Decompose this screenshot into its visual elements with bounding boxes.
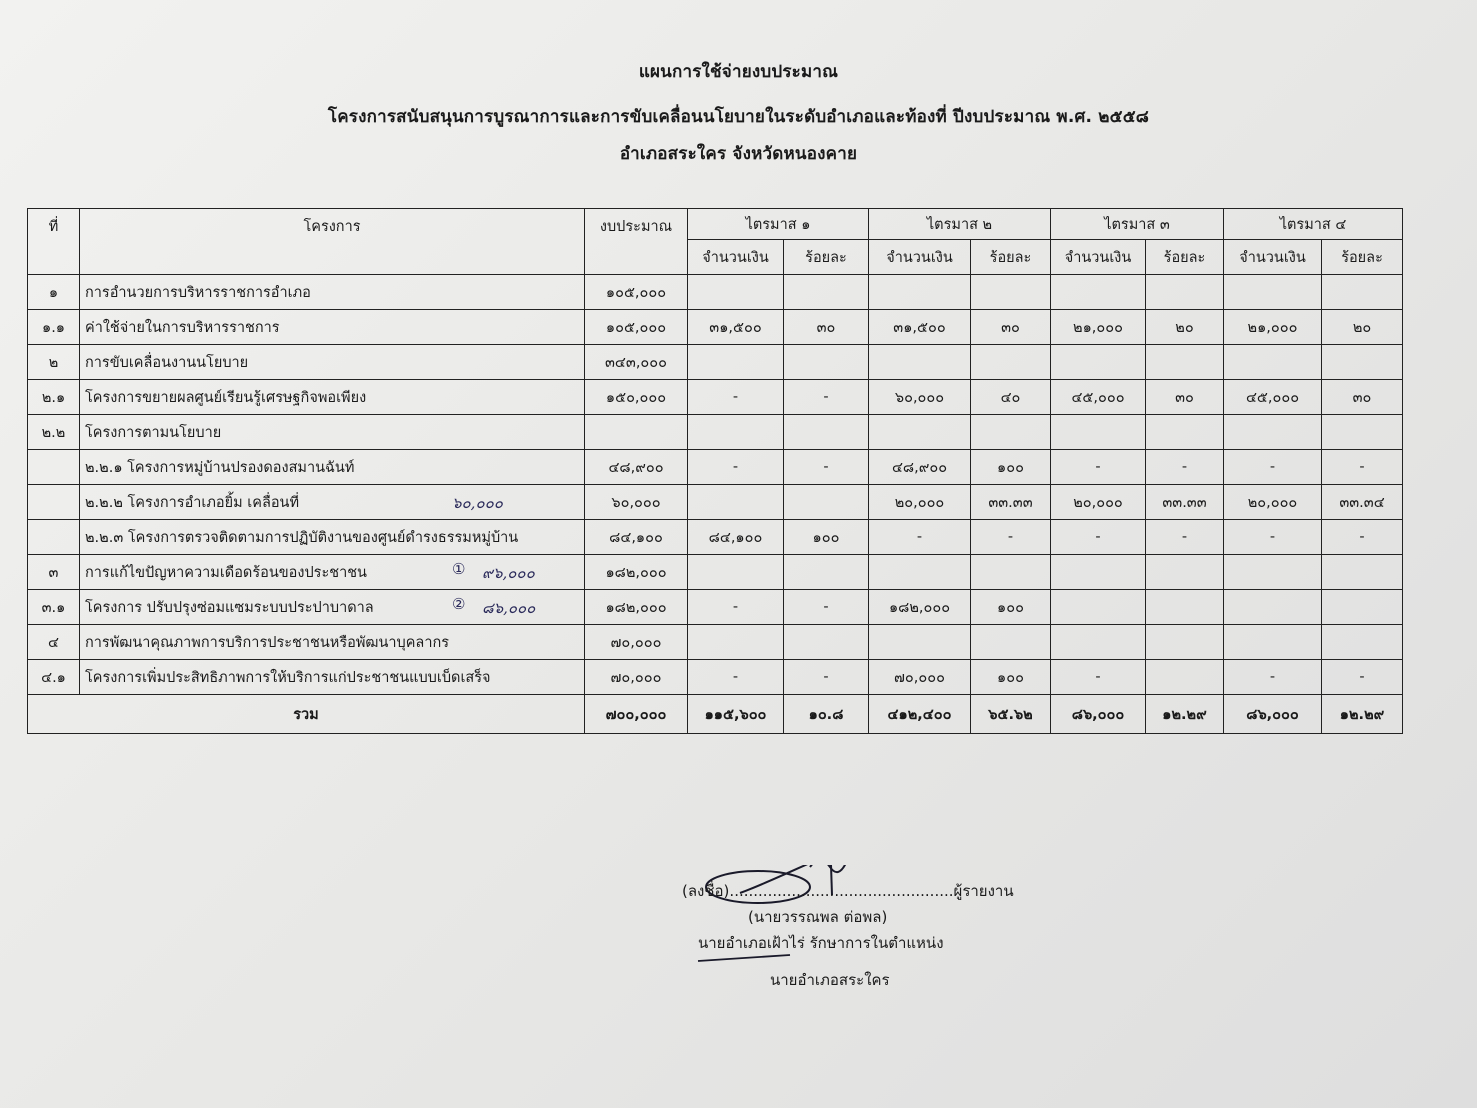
row-no [28, 520, 80, 555]
header-q1-amount: จำนวนเงิน [688, 240, 784, 275]
row-q2-amount: ๓๑,๕๐๐ [869, 310, 971, 345]
row-q2-amount: ๑๘๒,๐๐๐ [869, 590, 971, 625]
row-no: ๒.๑ [28, 380, 80, 415]
header-q1-percent: ร้อยละ [784, 240, 869, 275]
row-budget: ๔๘,๙๐๐ [585, 450, 688, 485]
row-q2-percent: - [971, 520, 1051, 555]
row-q1-amount: - [688, 380, 784, 415]
row-q2-amount: ๗๐,๐๐๐ [869, 660, 971, 695]
total-label: รวม [28, 695, 585, 734]
row-q4-percent [1322, 415, 1403, 450]
row-q4-percent: ๒๐ [1322, 310, 1403, 345]
row-q1-percent [784, 555, 869, 590]
row-q2-percent [971, 555, 1051, 590]
row-q2-percent: ๓๐ [971, 310, 1051, 345]
table-row [28, 590, 1403, 625]
row-q2-amount [869, 555, 971, 590]
row-q1-amount: ๓๑,๕๐๐ [688, 310, 784, 345]
row-project: การอำนวยการบริหารราชการอำเภอ [80, 275, 585, 310]
row-q1-percent: ๓๐ [784, 310, 869, 345]
row-budget: ๑๐๕,๐๐๐ [585, 275, 688, 310]
row-q3-amount: - [1051, 520, 1146, 555]
handwritten-note: ๘๖,๐๐๐ [482, 599, 536, 617]
row-q3-amount [1051, 345, 1146, 380]
row-project [80, 485, 585, 520]
row-q2-percent [971, 415, 1051, 450]
row-no: ๓.๑ [28, 590, 80, 625]
row-budget: ๖๐,๐๐๐ [585, 485, 688, 520]
header-q3-amount: จำนวนเงิน [1051, 240, 1146, 275]
row-q2-amount: ๖๐,๐๐๐ [869, 380, 971, 415]
row-q2-percent: ๑๐๐ [971, 660, 1051, 695]
row-budget: ๓๔๓,๐๐๐ [585, 345, 688, 380]
row-no: ๓ [28, 555, 80, 590]
total-q2-amount: ๔๑๒,๔๐๐ [869, 695, 971, 734]
row-q1-percent: ๑๐๐ [784, 520, 869, 555]
row-q1-percent [784, 345, 869, 380]
row-q1-percent: - [784, 380, 869, 415]
table-row [28, 450, 1403, 485]
row-q2-amount: ๔๘,๙๐๐ [869, 450, 971, 485]
row-q2-percent: ๓๓.๓๓ [971, 485, 1051, 520]
row-q4-percent: - [1322, 520, 1403, 555]
row-q1-amount [688, 485, 784, 520]
budget-plan-table [27, 208, 1403, 734]
total-budget: ๗๐๐,๐๐๐ [585, 695, 688, 734]
document-title: แผนการใช้จ่ายงบประมาณ [638, 62, 839, 82]
total-row [28, 695, 1403, 734]
row-q1-percent: - [784, 450, 869, 485]
row-q3-amount: - [1051, 660, 1146, 695]
row-q4-amount [1224, 555, 1322, 590]
row-q4-amount [1224, 275, 1322, 310]
row-project: โครงการตามนโยบาย [80, 415, 585, 450]
table-row [28, 485, 1403, 520]
row-budget: ๑๘๒,๐๐๐ [585, 590, 688, 625]
row-q4-percent: - [1322, 660, 1403, 695]
header-q3-percent: ร้อยละ [1146, 240, 1224, 275]
table-row [28, 660, 1403, 695]
row-q3-amount: - [1051, 450, 1146, 485]
row-q3-amount [1051, 555, 1146, 590]
row-q3-percent: ๓๐ [1146, 380, 1224, 415]
row-q2-percent: ๑๐๐ [971, 590, 1051, 625]
table-row [28, 415, 1403, 450]
row-q3-percent [1146, 555, 1224, 590]
row-q4-amount [1224, 625, 1322, 660]
row-project-label: ๒.๒.๒ โครงการอำเภอยิ้ม เคลื่อนที่ [85, 494, 300, 511]
row-q3-percent [1146, 625, 1224, 660]
row-budget [585, 415, 688, 450]
row-q2-amount [869, 275, 971, 310]
sign-line [682, 879, 1014, 903]
row-q1-percent [784, 415, 869, 450]
row-q4-percent: ๓๓.๓๔ [1322, 485, 1403, 520]
row-q1-amount: - [688, 590, 784, 625]
row-q3-percent [1146, 345, 1224, 380]
project-title: โครงการสนับสนุนการบูรณาการและการขับเคลื่อนนโยบายในระดับอำเภอและท้องที่ ปีงบประมาณ พ.ศ. ๒๕๕๘ [327, 107, 1150, 127]
row-q1-amount: ๘๔,๑๐๐ [688, 520, 784, 555]
handwritten-circle-number: ② [452, 595, 466, 613]
row-q3-percent: ๓๓.๓๓ [1146, 485, 1224, 520]
header-q2-amount: จำนวนเงิน [869, 240, 971, 275]
row-project-label: การแก้ไขปัญหาความเดือดร้อนของประชาชน [85, 564, 367, 581]
row-no [28, 450, 80, 485]
row-project: ๒.๒.๑ โครงการหมู่บ้านปรองดองสมานฉันท์ [80, 450, 585, 485]
handwritten-note: ๖๐,๐๐๐ [452, 494, 503, 512]
row-q4-amount: - [1224, 520, 1322, 555]
row-no: ๔ [28, 625, 80, 660]
total-q1-amount: ๑๑๕,๖๐๐ [688, 695, 784, 734]
handwritten-circle-number: ① [452, 560, 466, 578]
header-quarter-4: ไตรมาส ๔ [1224, 209, 1403, 240]
header-q4-amount: จำนวนเงิน [1224, 240, 1322, 275]
row-project: โครงการขยายผลศูนย์เรียนรู้เศรษฐกิจพอเพียง [80, 380, 585, 415]
row-q3-percent [1146, 275, 1224, 310]
row-project: ค่าใช้จ่ายในการบริหารราชการ [80, 310, 585, 345]
row-q4-amount [1224, 590, 1322, 625]
row-q4-percent [1322, 625, 1403, 660]
row-q4-amount [1224, 415, 1322, 450]
row-project [80, 555, 585, 590]
row-project: ๒.๒.๓ โครงการตรวจติดตามการปฏิบัติงานของศูนย์ดำรงธรรมหมู่บ้าน [80, 520, 585, 555]
row-project [80, 590, 585, 625]
row-no [28, 485, 80, 520]
row-budget: ๗๐,๐๐๐ [585, 625, 688, 660]
row-project: การขับเคลื่อนงานนโยบาย [80, 345, 585, 380]
row-budget: ๘๔,๑๐๐ [585, 520, 688, 555]
total-q3-amount: ๘๖,๐๐๐ [1051, 695, 1146, 734]
row-no: ๒ [28, 345, 80, 380]
row-q3-percent [1146, 590, 1224, 625]
header-q2-percent: ร้อยละ [971, 240, 1051, 275]
header-quarter-3: ไตรมาส ๓ [1051, 209, 1224, 240]
row-q3-amount: ๔๕,๐๐๐ [1051, 380, 1146, 415]
row-q1-amount: - [688, 450, 784, 485]
row-q4-percent [1322, 345, 1403, 380]
row-no: ๑.๑ [28, 310, 80, 345]
row-project-label: โครงการ ปรับปรุงซ่อมแซมระบบประปาบาดาล [85, 599, 374, 616]
table-row [28, 555, 1403, 590]
row-q1-amount [688, 415, 784, 450]
header-project: โครงการ [80, 209, 585, 275]
total-q1-percent: ๑๐.๘ [784, 695, 869, 734]
row-q1-percent [784, 625, 869, 660]
row-q2-amount: ๒๐,๐๐๐ [869, 485, 971, 520]
row-q4-percent [1322, 590, 1403, 625]
row-q4-percent: - [1322, 450, 1403, 485]
row-budget: ๗๐,๐๐๐ [585, 660, 688, 695]
row-q4-amount: ๔๕,๐๐๐ [1224, 380, 1322, 415]
district-title: อำเภอสระใคร จังหวัดหนองคาย [619, 144, 858, 164]
row-q4-amount: - [1224, 660, 1322, 695]
table-row [28, 345, 1403, 380]
row-no: ๑ [28, 275, 80, 310]
row-q3-amount [1051, 415, 1146, 450]
header-no: ที่ [28, 209, 80, 275]
row-q1-amount [688, 625, 784, 660]
header-q4-percent: ร้อยละ [1322, 240, 1403, 275]
row-q4-amount: - [1224, 450, 1322, 485]
row-q2-amount [869, 625, 971, 660]
row-q4-amount: ๒๑,๐๐๐ [1224, 310, 1322, 345]
row-q3-amount [1051, 590, 1146, 625]
total-q4-amount: ๘๖,๐๐๐ [1224, 695, 1322, 734]
row-budget: ๑๐๕,๐๐๐ [585, 310, 688, 345]
row-q1-percent [784, 275, 869, 310]
row-q1-amount [688, 555, 784, 590]
sign-dots: ............................................... [729, 882, 954, 900]
signer-name: (นายวรรณพล ต่อพล) [748, 908, 888, 926]
row-q2-percent: ๑๐๐ [971, 450, 1051, 485]
row-q3-amount [1051, 625, 1146, 660]
row-q3-amount [1051, 275, 1146, 310]
table-row [28, 310, 1403, 345]
row-q1-amount: - [688, 660, 784, 695]
row-q4-amount [1224, 345, 1322, 380]
row-q4-percent: ๓๐ [1322, 380, 1403, 415]
row-q3-percent [1146, 660, 1224, 695]
row-q4-percent [1322, 275, 1403, 310]
row-q1-amount [688, 275, 784, 310]
header-quarter-1: ไตรมาส ๑ [688, 209, 869, 240]
header-quarter-2: ไตรมาส ๒ [869, 209, 1051, 240]
total-q4-percent: ๑๒.๒๙ [1322, 695, 1403, 734]
table-row [28, 275, 1403, 310]
row-q3-percent: ๒๐ [1146, 310, 1224, 345]
row-q1-percent [784, 485, 869, 520]
row-q1-percent: - [784, 660, 869, 695]
row-q2-amount [869, 345, 971, 380]
row-q3-amount: ๒๑,๐๐๐ [1051, 310, 1146, 345]
sign-prefix: (ลงชื่อ) [682, 882, 730, 900]
row-no: ๒.๒ [28, 415, 80, 450]
table-row [28, 520, 1403, 555]
header-budget: งบประมาณ [585, 209, 688, 275]
table-row [28, 625, 1403, 660]
signer-position: นายอำเภอเฝ้าไร่ รักษาการในตำแหน่ง [698, 934, 944, 952]
row-q3-percent: - [1146, 450, 1224, 485]
row-q2-amount [869, 415, 971, 450]
row-q3-percent: - [1146, 520, 1224, 555]
row-q4-amount: ๒๐,๐๐๐ [1224, 485, 1322, 520]
row-q1-amount [688, 345, 784, 380]
row-project: โครงการเพิ่มประสิทธิภาพการให้บริการแก่ประชาชนแบบเบ็ดเสร็จ [80, 660, 585, 695]
row-project: การพัฒนาคุณภาพการบริการประชาชนหรือพัฒนาบุคลากร [80, 625, 585, 660]
total-q2-percent: ๖๕.๖๒ [971, 695, 1051, 734]
row-q3-amount: ๒๐,๐๐๐ [1051, 485, 1146, 520]
handwritten-note: ๙๖,๐๐๐ [482, 564, 535, 582]
total-q3-percent: ๑๒.๒๙ [1146, 695, 1224, 734]
sign-role: ผู้รายงาน [953, 882, 1014, 900]
row-q2-percent [971, 275, 1051, 310]
row-q4-percent [1322, 555, 1403, 590]
row-q2-percent [971, 345, 1051, 380]
row-q1-percent: - [784, 590, 869, 625]
row-q2-percent: ๔๐ [971, 380, 1051, 415]
signer-position-2: นายอำเภอสระใคร [770, 971, 890, 989]
row-budget: ๑๘๒,๐๐๐ [585, 555, 688, 590]
table-row [28, 380, 1403, 415]
row-q3-percent [1146, 415, 1224, 450]
row-no: ๔.๑ [28, 660, 80, 695]
row-q2-amount: - [869, 520, 971, 555]
row-q2-percent [971, 625, 1051, 660]
row-budget: ๑๕๐,๐๐๐ [585, 380, 688, 415]
